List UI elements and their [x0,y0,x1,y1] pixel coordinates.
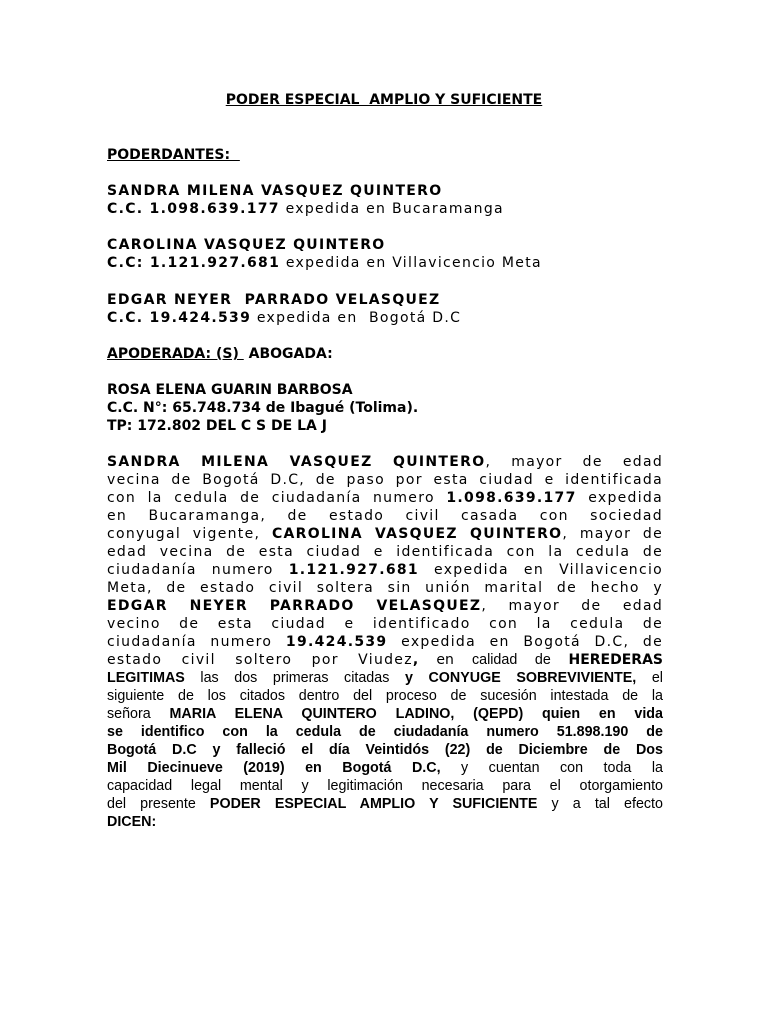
grantor-id: C.C: 1.121.927.681 expedida en Villavicencio Meta [107,255,542,271]
apoderada-id: C.C. N°: 65.748.734 de Ibagué (Tolima). [107,400,419,416]
grantor-name: SANDRA MILENA VASQUEZ QUINTERO [107,183,443,199]
apoderada-heading: APODERADA: (S) ABOGADA: [107,346,333,362]
body-paragraph: SANDRA MILENA VASQUEZ QUINTERO, mayor de edad vecina de Bogotá D.C, de paso por esta ciudad e identificada con la cedula de ciudadanía numero 1.098.639.177 expedida en Bucaramanga, de estado civil casada con sociedad conyugal vigente, CAROLINA VASQUEZ QUINTERO, mayor de edad vecina de esta ciudad e identificada con la cedula de ciudadanía numero 1.121.927.681 expedida en Villavicencio Meta, de estado civil soltera sin unión marital de hecho y EDGAR NEYER PARRADO VELASQUEZ, mayor de edad vecino de esta ciudad e identificado con la cedula de ciudadanía numero 19.424.539 expedida en Bogotá D.C, de estado civil soltero por Viudez, en calidad de HEREDERAS LEGITIMAS las dos primeras citadas y CONYUGE SOBREVIVIENTE, el siguiente de los citados dentro del proceso de sucesión intestada de la señora MARIA ELENA QUINTERO LADINO, (QEPD) quien en vida se identifico con la cedula de ciudadanía numero 51.898.190 de Bogotá D.C y falleció el día Veintidós (22) de Diciembre de Dos Mil Diecinueve (2019) en Bogotá D.C, y cuentan con toda la capacidad legal mental y legitimación necesaria para el otorgamiento del presente PODER ESPECIAL AMPLIO Y SUFICIENTE y a tal efecto DICEN: [107,454,664,830]
grantor-3 [107,291,663,327]
apoderada-details [107,381,663,435]
grantor-id: C.C. 1.098.639.177 expedida en Bucaramanga [107,201,504,217]
grantor-name: EDGAR NEYER PARRADO VELASQUEZ [107,292,441,308]
poderdantes-heading: PODERDANTES: [107,147,240,163]
grantor-id: C.C. 19.424.539 expedida en Bogotá D.C [107,310,462,326]
grantor-1 [107,182,663,218]
apoderada-name: ROSA ELENA GUARIN BARBOSA [107,382,353,398]
grantor-name: CAROLINA VASQUEZ QUINTERO [107,237,386,253]
apoderada-tp: TP: 172.802 DEL C S DE LA J [107,418,327,434]
document-title: PODER ESPECIAL AMPLIO Y SUFICIENTE [225,92,543,108]
grantor-2 [107,236,663,272]
